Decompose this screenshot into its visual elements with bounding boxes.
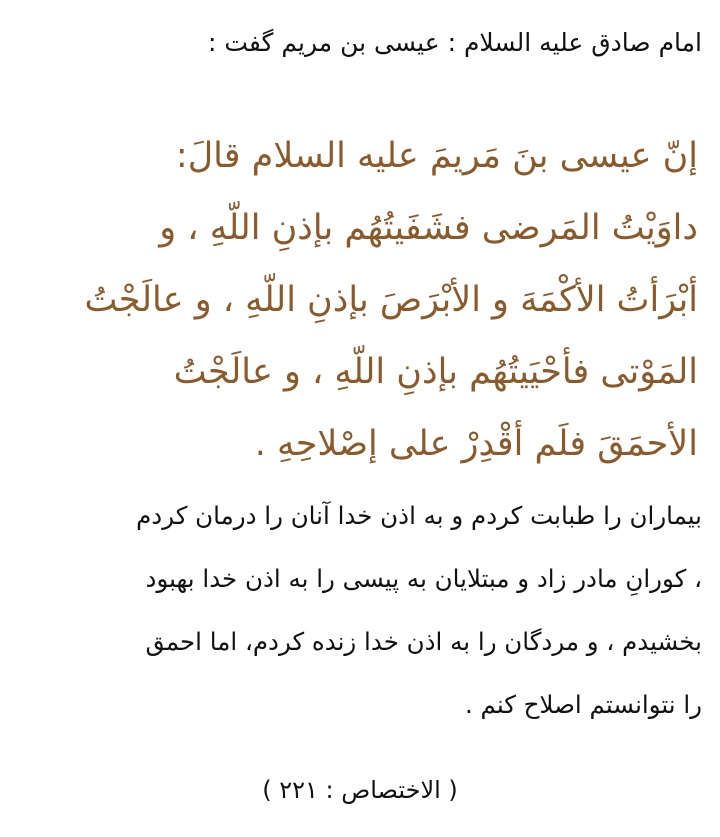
persian-line: بخشیدم ، و مردگان را به اذن خدا زنده کردم، اما احمق <box>145 627 702 656</box>
persian-line: را نتوانستم اصلاح کنم . <box>464 690 702 719</box>
arabic-line: داوَيْتُ المَرضى فشَفَيتُهُم بإذنِ اللّهِ ، و <box>159 208 698 248</box>
persian-line: ، کورانِ مادر زاد و مبتلایان به پیسی را به اذن خدا بهبود <box>145 564 702 593</box>
intro-heading: امام صادق علیه السلام : عیسی بن مریم گفت : <box>207 28 702 57</box>
persian-line: بیماران را طبابت کردم و به اذن خدا آنان را درمان کردم <box>136 501 702 530</box>
arabic-line: أبْرَأتُ الأكْمَهَ و الأبْرَصَ بإذنِ اللّهِ ، و عالَجْتُ <box>84 280 698 320</box>
persian-translation-text <box>14 484 702 736</box>
arabic-line: إنّ عيسى بنَ مَريمَ عليه السلام قالَ: <box>175 136 698 176</box>
arabic-line: الأحمَقَ فلَم أقْدِرْ على إصْلاحِهِ . <box>254 424 698 464</box>
source-citation: ( الاختصاص : ٢٢١ ) <box>262 776 458 804</box>
arabic-line: المَوْتى فأحْيَيتُهُم بإذنِ اللّهِ ، و عالَجْتُ <box>173 352 698 392</box>
arabic-hadith-text <box>16 120 698 480</box>
